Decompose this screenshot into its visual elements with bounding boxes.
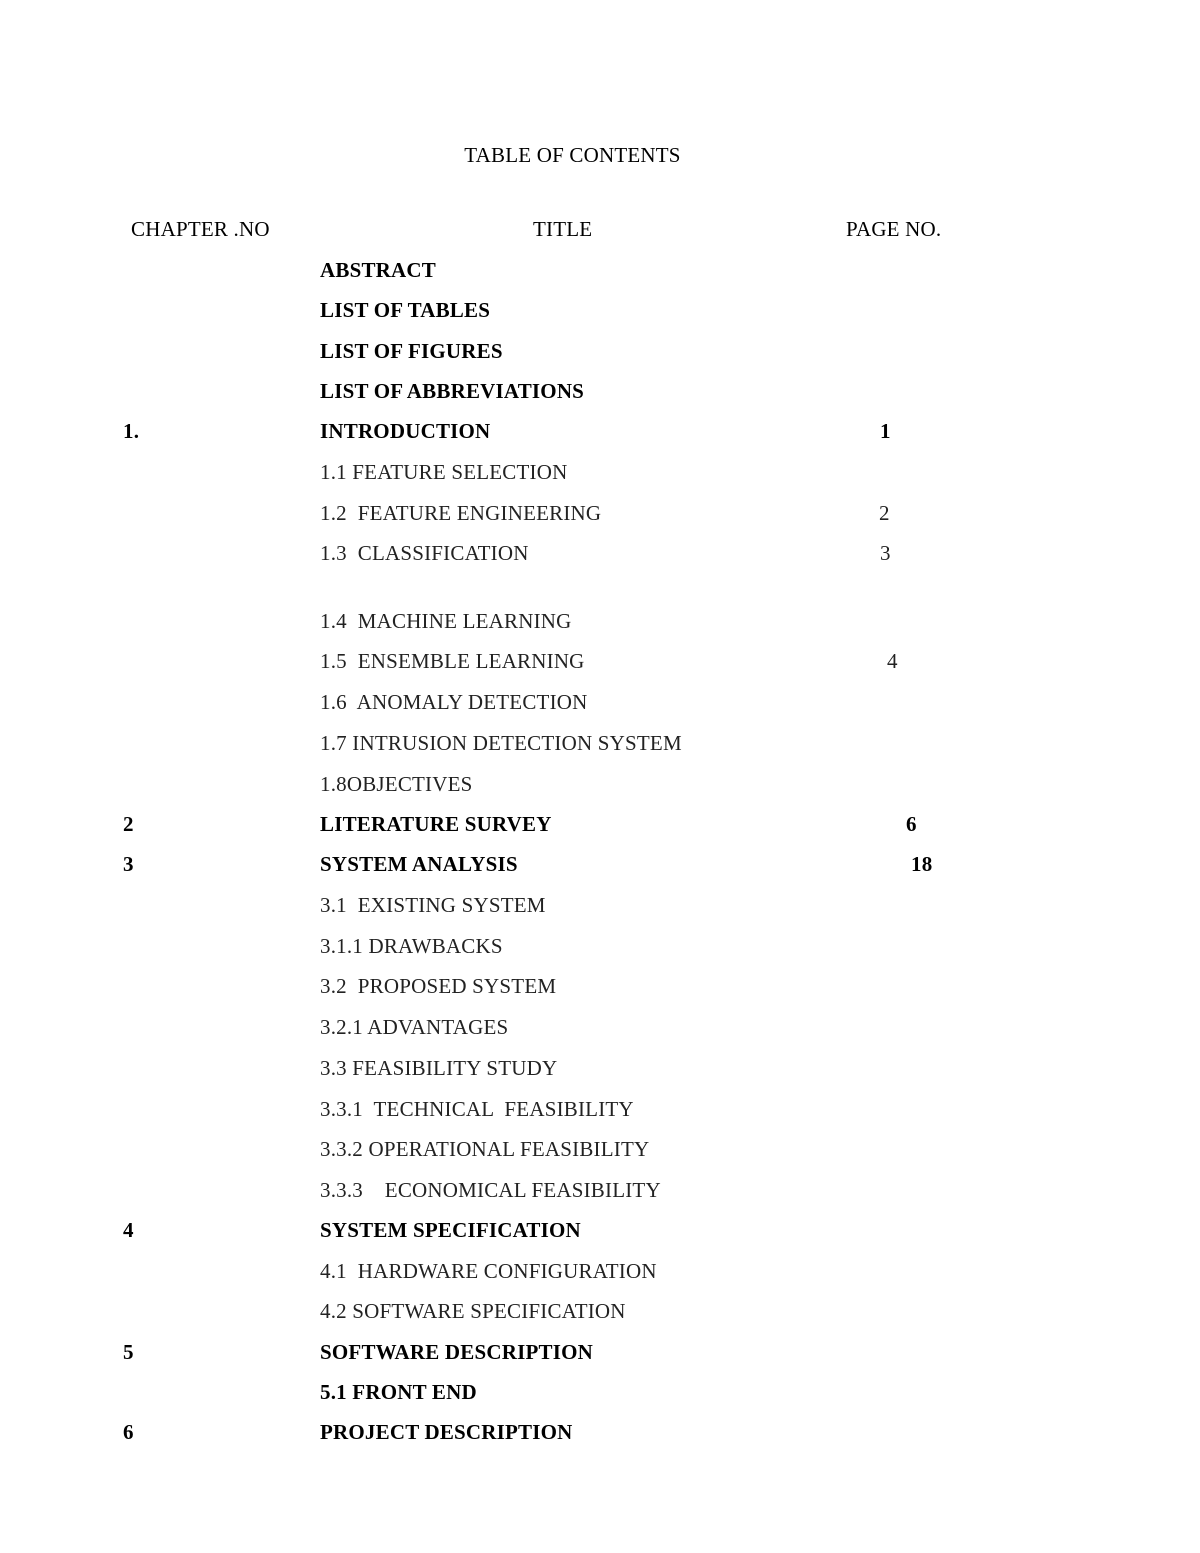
toc-row — [0, 501, 1200, 531]
toc-row — [0, 1340, 1200, 1370]
toc-row — [0, 1380, 1200, 1410]
toc-entry-title: 1.2 FEATURE ENGINEERING — [320, 501, 602, 525]
toc-chapter-number: 5 — [123, 1340, 134, 1364]
toc-row — [0, 1299, 1200, 1329]
toc-row — [0, 339, 1200, 369]
toc-row — [0, 1015, 1200, 1045]
toc-entry-title: LITERATURE SURVEY — [320, 812, 552, 836]
toc-entry-title: 3.3.2 OPERATIONAL FEASIBILITY — [320, 1137, 650, 1161]
toc-row — [0, 609, 1200, 639]
toc-row — [0, 1097, 1200, 1127]
toc-entry-title: 3.3.3 ECONOMICAL FEASIBILITY — [320, 1178, 661, 1202]
toc-row — [0, 1137, 1200, 1167]
toc-row — [0, 974, 1200, 1004]
toc-entry-title: INTRODUCTION — [320, 419, 491, 443]
toc-entry-title: LIST OF ABBREVIATIONS — [320, 379, 585, 403]
toc-row — [0, 258, 1200, 288]
toc-chapter-number: 2 — [123, 812, 134, 836]
toc-row — [0, 649, 1200, 679]
toc-row — [0, 1178, 1200, 1208]
toc-entry-title: SOFTWARE DESCRIPTION — [320, 1340, 593, 1364]
toc-row — [0, 1259, 1200, 1289]
toc-row — [0, 379, 1200, 409]
toc-chapter-number: 3 — [123, 852, 134, 876]
toc-entry-title: SYSTEM SPECIFICATION — [320, 1218, 581, 1242]
toc-entry-title: 3.1 EXISTING SYSTEM — [320, 893, 546, 917]
toc-chapter-number: 6 — [123, 1420, 134, 1444]
toc-row — [0, 893, 1200, 923]
toc-page-number: 18 — [911, 852, 933, 876]
toc-entry-title: 1.5 ENSEMBLE LEARNING — [320, 649, 585, 673]
header-page-no: PAGE NO. — [846, 217, 942, 241]
toc-page-number: 4 — [887, 649, 898, 673]
toc-entry-title: 5.1 FRONT END — [320, 1380, 477, 1404]
toc-row — [0, 812, 1200, 842]
toc-row — [0, 419, 1200, 449]
toc-row — [0, 934, 1200, 964]
toc-entry-title: LIST OF TABLES — [320, 298, 491, 322]
toc-page-number: 3 — [880, 541, 891, 565]
toc-entry-title: 1.4 MACHINE LEARNING — [320, 609, 572, 633]
toc-row — [0, 1420, 1200, 1450]
toc-entry-title: 1.8OBJECTIVES — [320, 772, 473, 796]
toc-row — [0, 852, 1200, 882]
toc-chapter-number: 1. — [123, 419, 140, 443]
toc-page-number: 2 — [879, 501, 890, 525]
toc-entry-title: 3.2 PROPOSED SYSTEM — [320, 974, 557, 998]
toc-chapter-number: 4 — [123, 1218, 134, 1242]
header-chapter-no: CHAPTER .NO — [131, 217, 270, 241]
toc-row — [0, 541, 1200, 571]
toc-row — [0, 1218, 1200, 1248]
toc-page-number: 1 — [880, 419, 891, 443]
toc-entry-title: 3.1.1 DRAWBACKS — [320, 934, 503, 958]
toc-entry-title: 1.7 INTRUSION DETECTION SYSTEM — [320, 731, 682, 755]
toc-entry-title: 1.6 ANOMALY DETECTION — [320, 690, 588, 714]
toc-page-number: 6 — [906, 812, 917, 836]
toc-entry-title: 4.1 HARDWARE CONFIGURATION — [320, 1259, 657, 1283]
toc-entry-title: 3.3 FEASIBILITY STUDY — [320, 1056, 558, 1080]
toc-entry-title: ABSTRACT — [320, 258, 436, 282]
toc-entry-title: LIST OF FIGURES — [320, 339, 503, 363]
toc-entry-title: 3.3.1 TECHNICAL FEASIBILITY — [320, 1097, 634, 1121]
page-title: TABLE OF CONTENTS — [464, 143, 681, 167]
toc-row — [0, 298, 1200, 328]
toc-row — [0, 1056, 1200, 1086]
header-title: TITLE — [533, 217, 593, 241]
toc-entry-title: 4.2 SOFTWARE SPECIFICATION — [320, 1299, 626, 1323]
toc-row — [0, 731, 1200, 761]
toc-row — [0, 690, 1200, 720]
toc-entry-title: 3.2.1 ADVANTAGES — [320, 1015, 509, 1039]
toc-entry-title: 1.1 FEATURE SELECTION — [320, 460, 568, 484]
toc-row — [0, 460, 1200, 490]
toc-entry-title: 1.3 CLASSIFICATION — [320, 541, 529, 565]
toc-entry-title: SYSTEM ANALYSIS — [320, 852, 518, 876]
toc-entry-title: PROJECT DESCRIPTION — [320, 1420, 573, 1444]
toc-row — [0, 772, 1200, 802]
